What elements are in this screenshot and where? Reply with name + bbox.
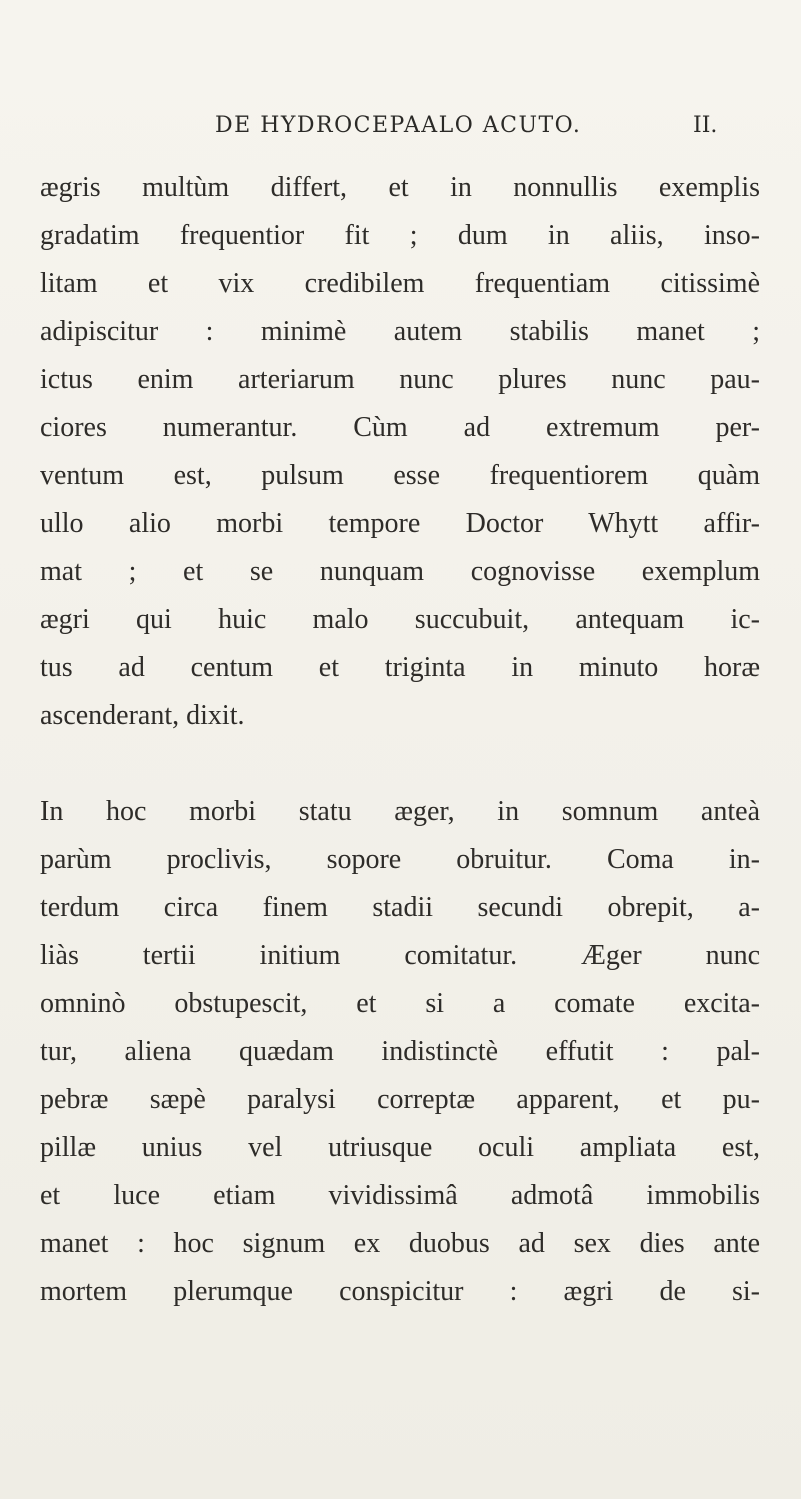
running-title: DE HYDROCEPAALO ACUTO.	[215, 113, 582, 138]
text-line: litam et vix credibilem frequentiam citissimè	[40, 268, 760, 299]
text-line: ægris multùm differt, et in nonnullis exemplis	[40, 172, 760, 203]
body-text	[40, 164, 760, 1316]
page-header	[0, 113, 801, 153]
text-line: ictus enim arteriarum nunc plures nunc pau-	[40, 364, 760, 395]
page-number: II.	[693, 113, 718, 138]
text-line: ascenderant, dixit.	[40, 700, 245, 731]
paragraph-gap	[40, 740, 760, 788]
text-line: terdum circa finem stadii secundi obrepit, a-	[40, 892, 760, 923]
text-line: ventum est, pulsum esse frequentiorem quàm	[40, 460, 760, 491]
text-line: pillæ unius vel utriusque oculi ampliata est,	[40, 1132, 760, 1163]
text-line: omninò obstupescit, et si a comate excita-	[40, 988, 760, 1019]
text-line: adipiscitur : minimè autem stabilis manet ;	[40, 316, 760, 347]
text-line: tur, aliena quædam indistinctè effutit : pal-	[40, 1036, 760, 1067]
text-line: In hoc morbi statu æger, in somnum anteà	[40, 796, 760, 827]
text-line: pebræ sæpè paralysi correptæ apparent, et pu-	[40, 1084, 760, 1115]
text-line: ægri qui huic malo succubuit, antequam ic-	[40, 604, 760, 635]
text-line: liàs tertii initium comitatur. Æger nunc	[40, 940, 760, 971]
text-line: parùm proclivis, sopore obruitur. Coma in-	[40, 844, 760, 875]
text-line: ullo alio morbi tempore Doctor Whytt affir-	[40, 508, 760, 539]
text-line: gradatim frequentior fit ; dum in aliis, inso-	[40, 220, 760, 251]
text-line: et luce etiam vividissimâ admotâ immobilis	[40, 1180, 760, 1211]
text-line: tus ad centum et triginta in minuto horæ	[40, 652, 760, 683]
text-line: manet : hoc signum ex duobus ad sex dies ante	[40, 1228, 760, 1259]
text-line: ciores numerantur. Cùm ad extremum per-	[40, 412, 760, 443]
text-line: mat ; et se nunquam cognovisse exemplum	[40, 556, 760, 587]
text-line: mortem plerumque conspicitur : ægri de si-	[40, 1276, 760, 1307]
